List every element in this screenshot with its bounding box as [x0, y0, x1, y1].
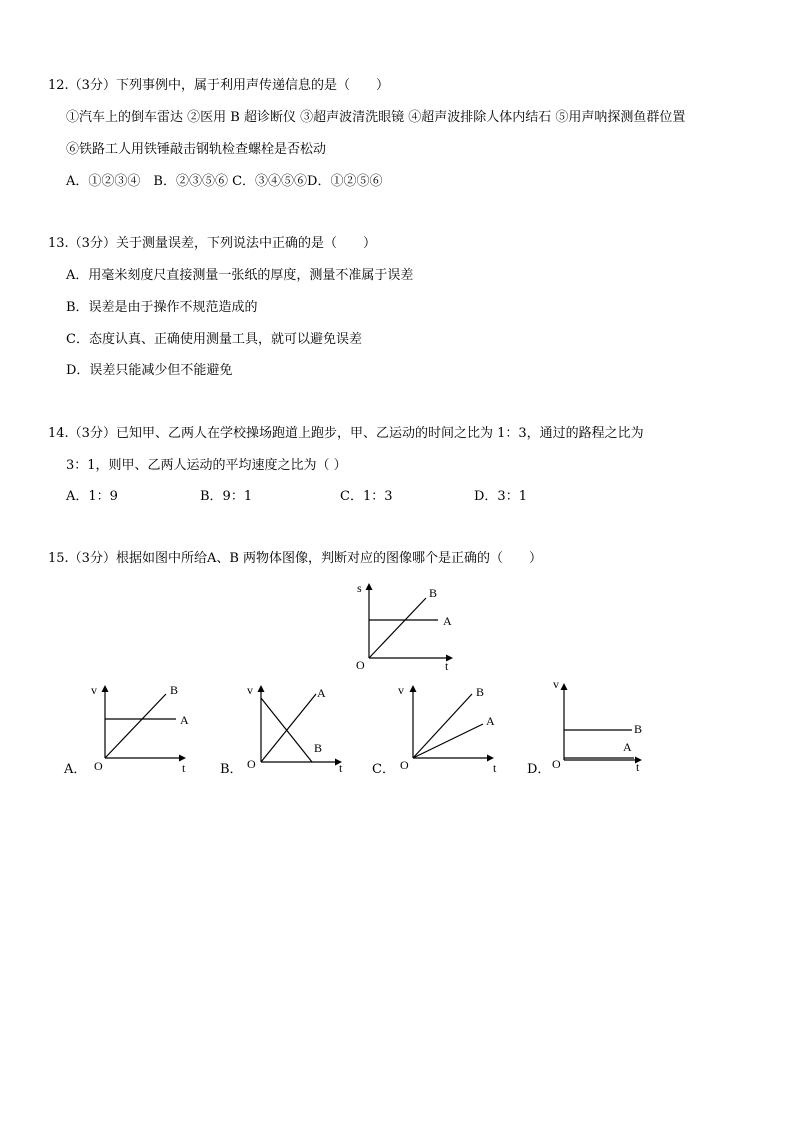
label-b: B: [476, 685, 485, 699]
v-axis-label: v: [553, 677, 559, 691]
q15-option-c-label: C．: [372, 762, 395, 777]
q15-main-graph: [350, 580, 470, 680]
origin-label: O: [247, 757, 256, 771]
q15-graph-c: [396, 680, 506, 775]
q14-option-b: B．9：1: [200, 489, 253, 504]
t-axis-label: t: [182, 761, 186, 775]
origin-label: O: [552, 757, 561, 771]
t-axis-label: t: [636, 760, 640, 774]
q13-option-b: B．误差是由于操作不规范造成的: [66, 300, 258, 315]
origin-label: O: [356, 658, 365, 672]
q15-graph-a: [88, 680, 198, 775]
t-axis-label: t: [445, 659, 449, 673]
q14-option-c: C．1：3: [340, 489, 393, 504]
line-a: [261, 694, 316, 762]
q12-items-line1: ①汽车上的倒车雷达 ②医用 B 超诊断仪 ③超声波清洗眼镜 ④超声波排除人体内结石 ⑤用声呐探测鱼群位置: [66, 110, 686, 125]
label-b: B: [170, 683, 179, 697]
q14-option-a: A．1：9: [66, 489, 118, 504]
s-axis-arrow: [366, 583, 373, 590]
label-b: B: [429, 586, 438, 600]
q13-option-a: A．用毫米刻度尺直接测量一张纸的厚度，测量不准属于误差: [66, 268, 414, 283]
line-a: [413, 724, 483, 758]
origin-label: O: [94, 759, 103, 773]
q12-items-line2: ⑥铁路工人用铁锤敲击钢轨检查螺栓是否松动: [66, 142, 327, 157]
origin-label: O: [400, 758, 409, 772]
q15-stem: 15.（3分）根据如图中所给A、B 两物体图像，判断对应的图像哪个是正确的（ ）: [48, 551, 543, 566]
q12-options: A．①②③④ B．②③⑤⑥ C．③④⑤⑥D．①②⑤⑥: [66, 174, 383, 189]
label-b: B: [314, 741, 323, 755]
v-axis-label: v: [398, 683, 404, 697]
q15-option-a-label: A．: [64, 762, 87, 777]
q13-stem: 13.（3分）关于测量误差，下列说法中正确的是（ ）: [48, 236, 376, 251]
q15-option-b-label: B．: [220, 762, 243, 777]
q15-graph-d: [548, 674, 658, 774]
label-a: A: [443, 614, 452, 628]
v-axis-label: v: [247, 683, 253, 697]
q13-option-c: C．态度认真、正确使用测量工具，就可以避免误差: [66, 332, 362, 347]
q15-option-d-label: D．: [527, 762, 551, 777]
line-b: [413, 694, 472, 758]
s-axis-label: s: [357, 581, 362, 595]
q14-option-d: D．3：1: [474, 489, 527, 504]
label-a: A: [486, 714, 495, 728]
t-axis-label: t: [339, 761, 343, 775]
v-axis-label: v: [91, 683, 97, 697]
label-b: B: [634, 722, 643, 736]
q14-stem-line1: 14.（3分）已知甲、乙两人在学校操场跑道上跑步，甲、乙运动的时间之比为 1：3，通过的路程之比为: [48, 426, 644, 441]
line-b: [369, 598, 426, 658]
label-a: A: [180, 713, 189, 727]
q12-stem: 12.（3分）下列事例中，属于利用声传递信息的是（ ）: [48, 78, 389, 93]
q15-graph-b: [244, 680, 354, 775]
t-axis-label: t: [493, 761, 497, 775]
q14-stem-line2: 3：1，则甲、乙两人运动的平均速度之比为（ ）: [66, 458, 347, 473]
q13-option-d: D．误差只能减少但不能避免: [66, 363, 233, 378]
label-a: A: [317, 686, 326, 700]
label-a: A: [623, 740, 632, 754]
line-b: [105, 694, 166, 758]
